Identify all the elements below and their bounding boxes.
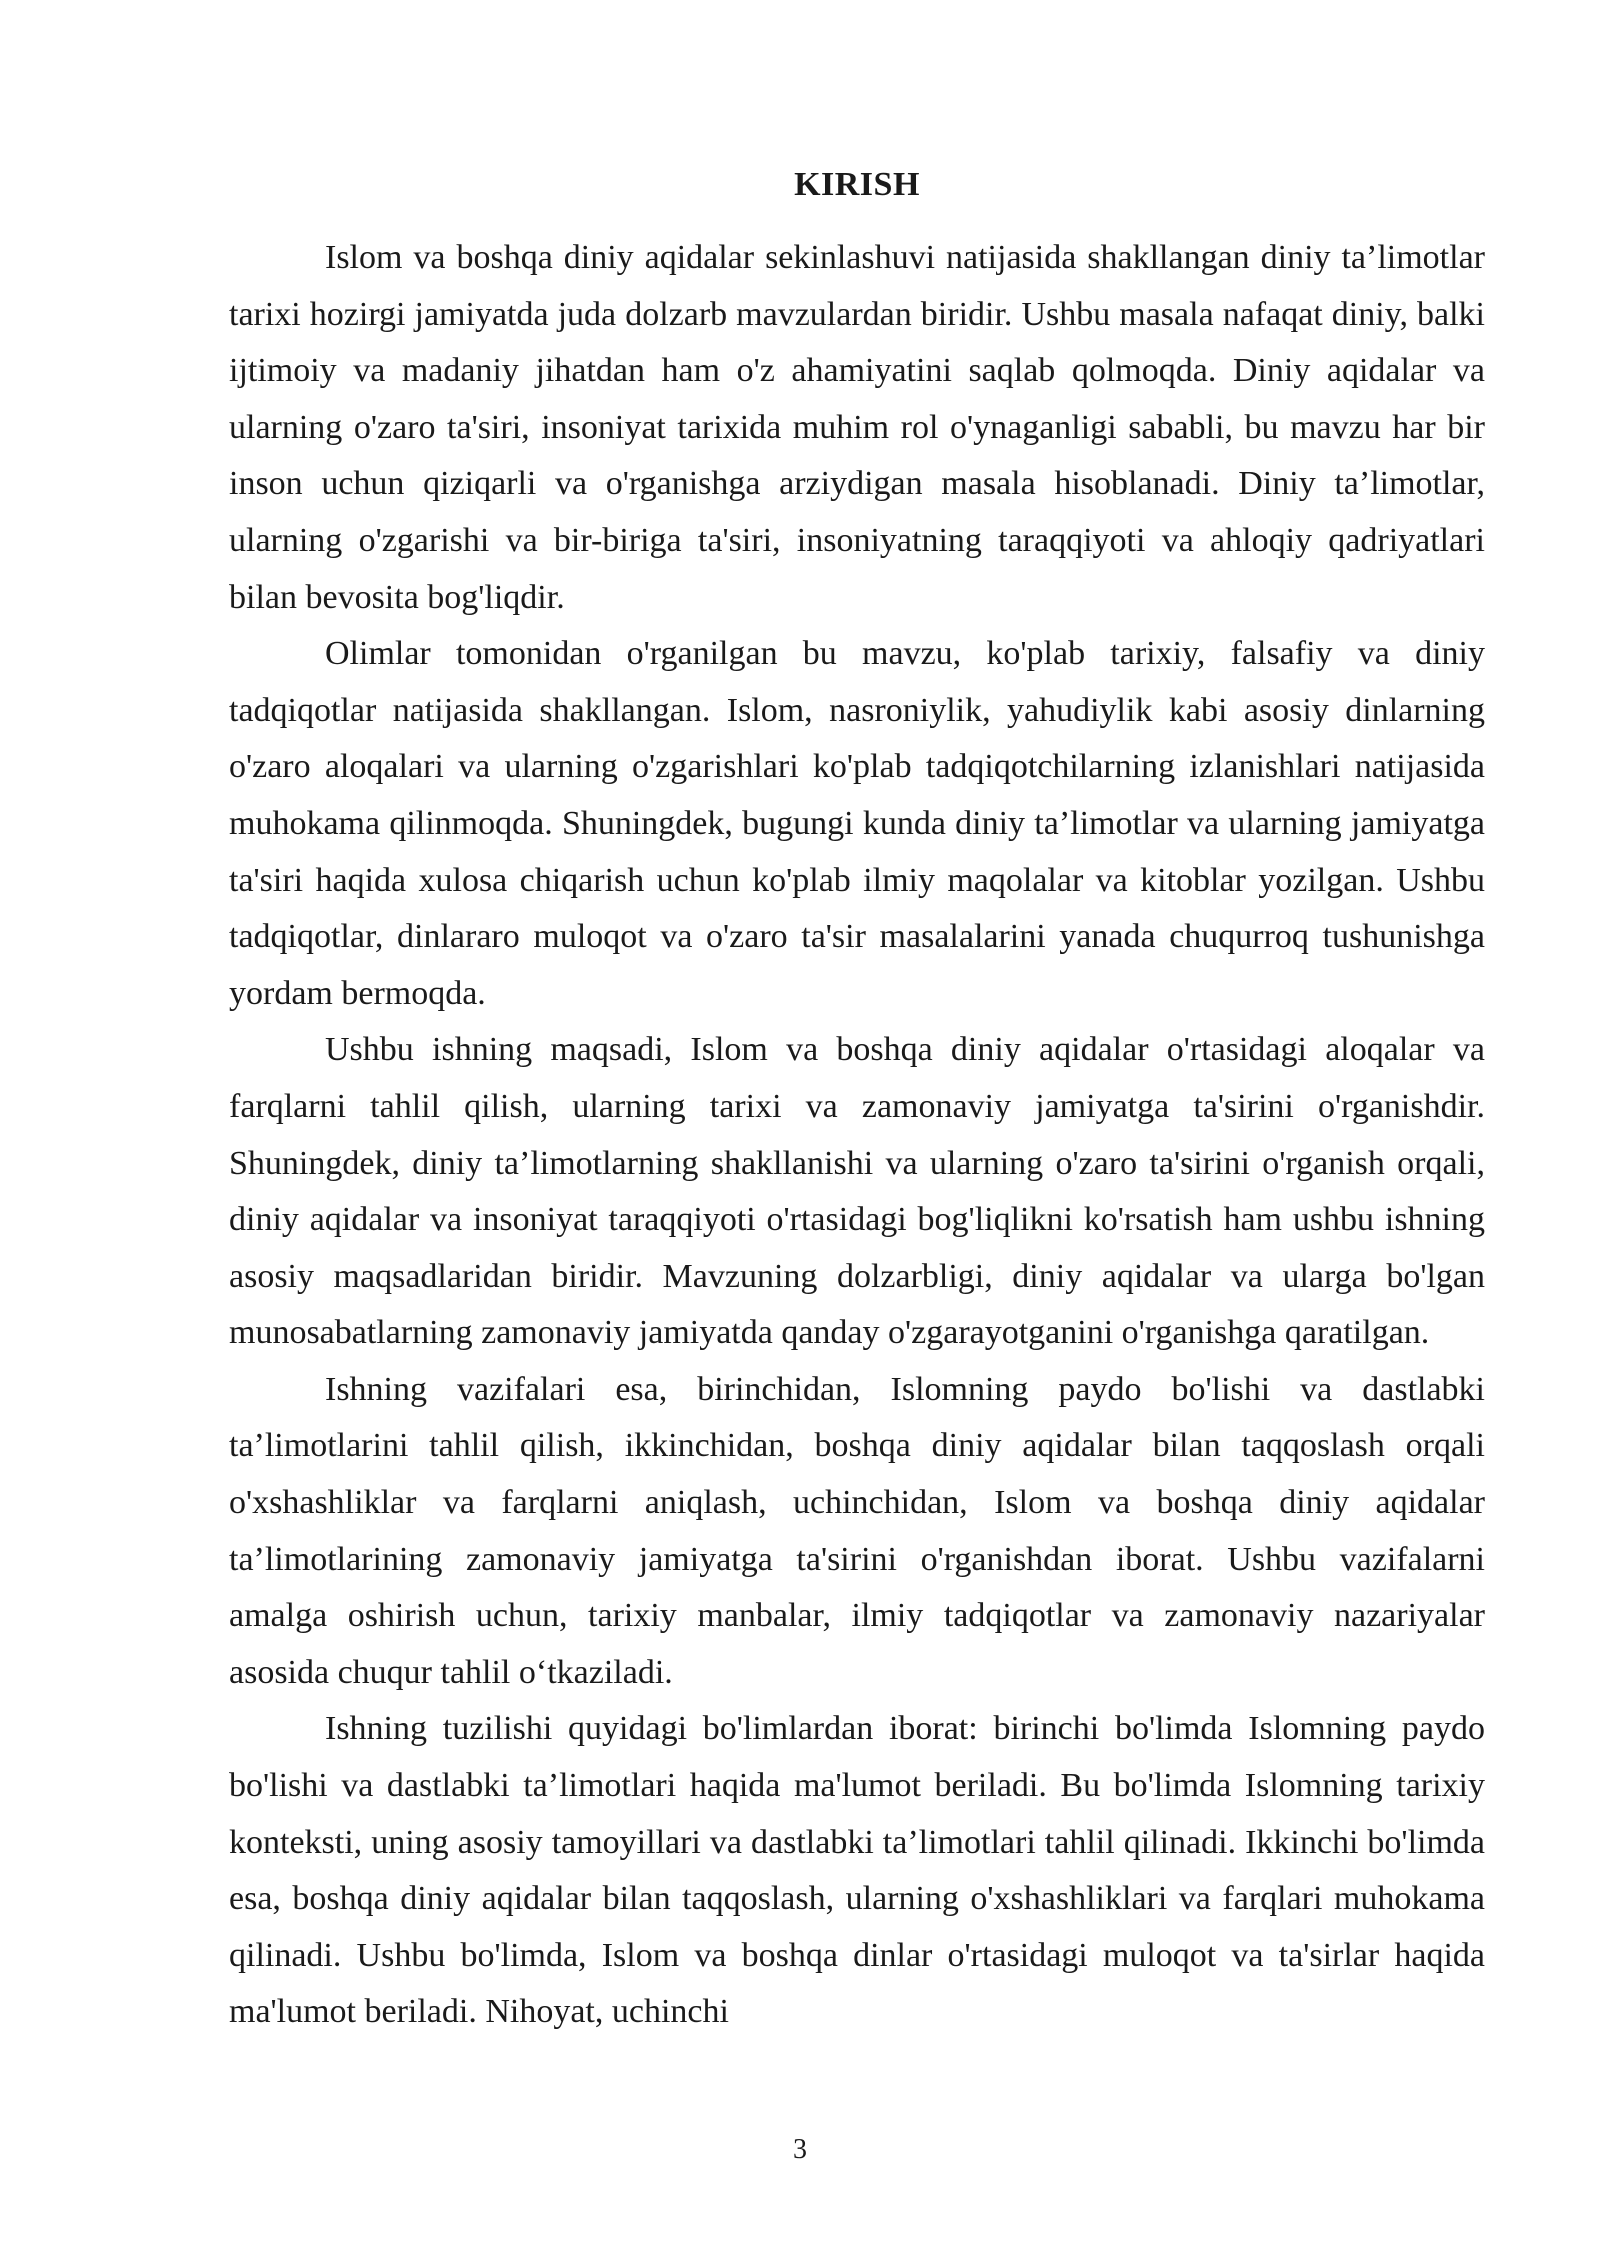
page-title: KIRISH: [794, 166, 920, 203]
paragraph-2: Olimlar tomonidan o'rganilgan bu mavzu, ko'plab tarixiy, falsafiy va diniy tadqiqotlar natijasida shakllangan. Islom, nasroniylik, yahudiylik kabi asosiy dinlarning o'zaro aloqalari va ularning o'zgarishlari ko'plab tadqiqotchilarning izlanishlari natijasida muhokama qilinmoqda. Shuningdek, bugungi kunda diniy ta’limotlar va ularning jamiyatga ta'siri haqida xulosa chiqarish uchun ko'plab ilmiy maqolalar va kitoblar yozilgan. Ushbu tadqiqotlar, dinlararo muloqot va o'zaro ta'sir masalalarini yanada chuqurroq tushunishga yordam bermoqda.: [229, 635, 1485, 1012]
paragraph-1: Islom va boshqa diniy aqidalar sekinlashuvi natijasida shakllangan diniy ta’limotlar tarixi hozirgi jamiyatda juda dolzarb mavzulardan biridir. Ushbu masala nafaqat diniy, balki ijtimoiy va madaniy jihatdan ham o'z ahamiyatini saqlab qolmoqda. Diniy aqidalar va ularning o'zaro ta'siri, insoniyat tarixida muhim rol o'ynaganligi sababli, bu mavzu har bir inson uchun qiziqarli va o'rganishga arziydigan masala hisoblanadi. Diniy ta’limotlar, ularning o'zgarishi va bir-biriga ta'siri, insoniyatning taraqqiyoti va ahloqiy qadriyatlari bilan bevosita bog'liqdir.: [229, 239, 1485, 616]
page-number: 3: [793, 2134, 807, 2165]
paragraph-5: Ishning tuzilishi quyidagi bo'limlardan iborat: birinchi bo'limda Islomning paydo bo'lishi va dastlabki ta’limotlari haqida ma'lumot beriladi. Bu bo'limda Islomning tarixiy konteksti, uning asosiy tamoyillari va dastlabki ta’limotlari tahlil qilinadi. Ikkinchi bo'limda esa, boshqa diniy aqidalar bilan taqqoslash, ularning o'xshashliklari va farqlari muhokama qilinadi. Ushbu bo'limda, Islom va boshqa dinlar o'rtasidagi muloqot va ta'sirlar haqida ma'lumot beriladi. Nihoyat, uchinchi: [229, 1710, 1485, 2031]
paragraph-3: Ushbu ishning maqsadi, Islom va boshqa diniy aqidalar o'rtasidagi aloqalar va farqlarni tahlil qilish, ularning tarixi va zamonaviy jamiyatga ta'sirini o'rganishdir. Shuningdek, diniy ta’limotlarning shakllanishi va ularning o'zaro ta'sirini o'rganish orqali, diniy aqidalar va insoniyat taraqqiyoti o'rtasidagi bog'liqlikni ko'rsatish ham ushbu ishning asosiy maqsadlaridan biridir. Mavzuning dolzarbligi, diniy aqidalar va ularga bo'lgan munosabatlarning zamonaviy jamiyatda qanday o'zgarayotganini o'rganishga qaratilgan.: [229, 1031, 1485, 1352]
document-page: [229, 160, 1485, 2041]
paragraph-4: Ishning vazifalari esa, birinchidan, Islomning paydo bo'lishi va dastlabki ta’limotlarini tahlil qilish, ikkinchidan, boshqa diniy aqidalar bilan taqqoslash orqali o'xshashliklar va farqlarni aniqlash, uchinchidan, Islom va boshqa diniy aqidalar ta’limotlarining zamonaviy jamiyatga ta'sirini o'rganishdan iborat. Ushbu vazifalarni amalga oshirish uchun, tarixiy manbalar, ilmiy tadqiqotlar va zamonaviy nazariyalar asosida chuqur tahlil o‘tkaziladi.: [229, 1370, 1485, 1691]
